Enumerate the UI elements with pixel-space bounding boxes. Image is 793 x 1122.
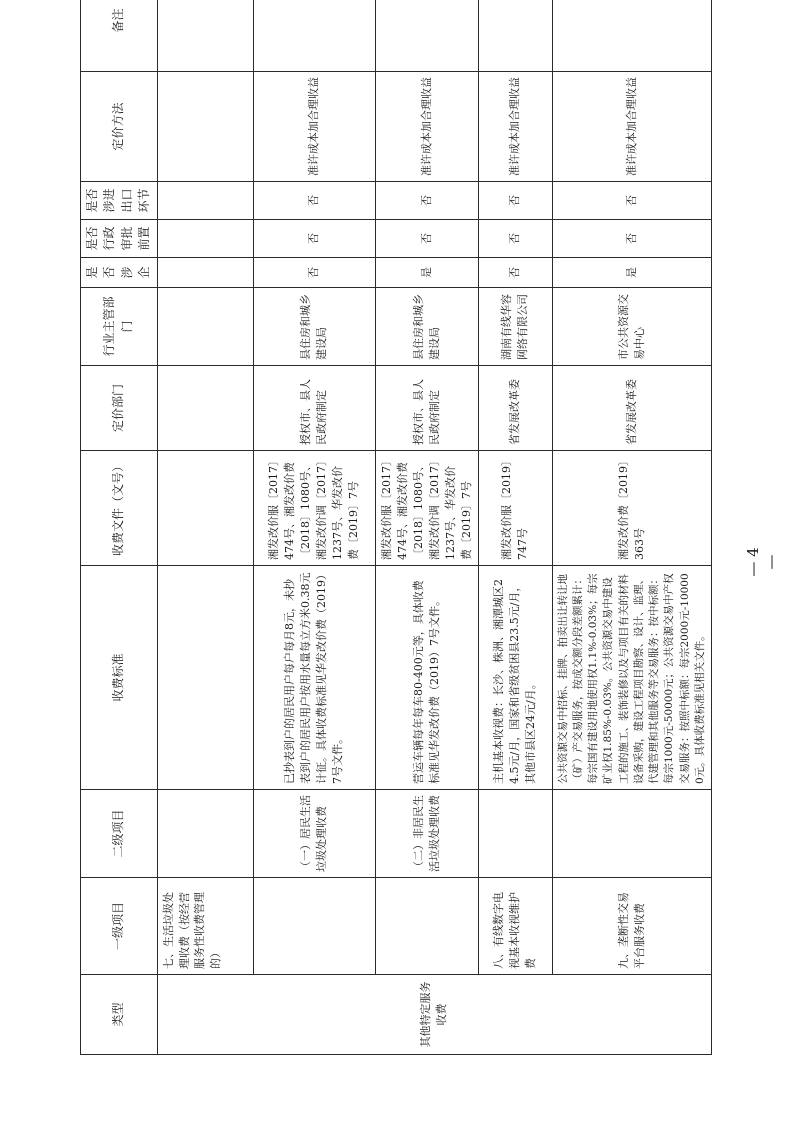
fee-table-rotated (80, 8, 712, 1055)
header-level1: 一级项目 (81, 878, 158, 975)
enterprise-cell: 否 (253, 258, 375, 288)
standard-cell: 已抄表到户的居民用户每户每月8元，未抄表到户的居民用户按用水量每立方米0.38元计征。具体收费标准见华发改价费（2019）7号文件。 (253, 566, 375, 790)
import-export-cell: 否 (478, 182, 552, 220)
method-cell: 准许成本加合理收益 (552, 72, 711, 182)
table-row (157, 0, 253, 1055)
import-export-cell (157, 182, 253, 220)
level2-cell: （二）非居民生活垃圾处理收费 (375, 790, 478, 878)
level2-cell: （一）居民生活垃圾处理收费 (253, 790, 375, 878)
enterprise-cell: 是 (375, 258, 478, 288)
import-export-cell: 否 (375, 182, 478, 220)
dept-cell: 省发展改革委 (552, 366, 711, 451)
approval-cell (157, 220, 253, 258)
standard-cell: 营运车辆每年每车80-400元等，具体收费标准见华发改价费（2019）7号文件。 (375, 566, 478, 790)
method-cell: 准许成本加合理收益 (478, 72, 552, 182)
level1-cell: 八、有线数字电视基本收视维护费 (478, 878, 552, 975)
dept-cell (157, 366, 253, 451)
doc-cell: 湘发改价服〔2017〕474号、湘发改价费〔2018〕1080号、湘发改价调〔2017〕1237号、华发改价费〔2019〕7号 (375, 451, 478, 566)
header-enterprise: 是否涉企 (81, 258, 158, 288)
standard-cell: 主机基本收视费：长沙、株洲、湘潭城区24.5元/月，国家和省级贫困县23.5元/月，其他市县区24元/月。 (478, 566, 552, 790)
doc-cell (157, 451, 253, 566)
method-cell (157, 72, 253, 182)
header-type: 类型 (81, 975, 158, 1055)
header-dept: 定价部门 (81, 366, 158, 451)
table-row (253, 0, 375, 1055)
approval-cell: 否 (478, 220, 552, 258)
level2-cell (552, 790, 711, 878)
header-industry: 行业主管部门 (81, 288, 158, 366)
header-standard: 收费标准 (81, 566, 158, 790)
remark-cell (478, 0, 552, 72)
industry-cell (157, 288, 253, 366)
header-doc: 收费文件（文号） (81, 451, 158, 566)
level1-cell (253, 878, 375, 975)
dept-cell: 省发展改革委 (478, 366, 552, 451)
level2-cell (157, 790, 253, 878)
level2-cell (478, 790, 552, 878)
table-row (375, 0, 478, 1055)
approval-cell: 否 (375, 220, 478, 258)
enterprise-cell: 否 (478, 258, 552, 288)
enterprise-cell: 是 (552, 258, 711, 288)
doc-cell: 湘发改价服〔2017〕474号、湘发改价费〔2018〕1080号、湘发改价调〔2017〕1237号、华发改价费〔2019〕7号 (253, 451, 375, 566)
enterprise-cell (157, 258, 253, 288)
import-export-cell: 否 (552, 182, 711, 220)
standard-cell (157, 566, 253, 790)
level1-cell (375, 878, 478, 975)
remark-cell (157, 0, 253, 72)
industry-cell: 县住房和城乡建设局 (253, 288, 375, 366)
dept-cell: 授权市、县人民政府制定 (253, 366, 375, 451)
level1-cell: 九、垄断性交易平台服务收费 (552, 878, 711, 975)
level1-cell: 七、生活垃圾处理收费（按经营服务性收费管理的） (157, 878, 253, 975)
page-number: — 4 — (744, 547, 780, 577)
header-import-export: 是否涉进出口环节 (81, 182, 158, 220)
header-remark: 备注 (81, 0, 158, 72)
method-cell: 准许成本加合理收益 (375, 72, 478, 182)
approval-cell: 否 (253, 220, 375, 258)
industry-cell: 县住房和城乡建设局 (375, 288, 478, 366)
industry-cell: 市公共资源交易中心 (552, 288, 711, 366)
table-row (478, 0, 552, 1055)
table-header-row (81, 0, 158, 1055)
table-row (552, 0, 711, 1055)
remark-cell (552, 0, 711, 72)
dept-cell: 授权市、县人民政府制定 (375, 366, 478, 451)
doc-cell: 湘发改价服〔2019〕747号 (478, 451, 552, 566)
industry-cell: 湖南有线华容网络有限公司 (478, 288, 552, 366)
header-approval: 是否行政审批前置 (81, 220, 158, 258)
approval-cell: 否 (552, 220, 711, 258)
category-cell: 其他特定服务收费 (157, 975, 711, 1055)
header-level2: 二级项目 (81, 790, 158, 878)
header-method: 定价方法 (81, 72, 158, 182)
doc-cell: 湘发改价费〔2019〕363号 (552, 451, 711, 566)
method-cell: 准许成本加合理收益 (253, 72, 375, 182)
remark-cell (253, 0, 375, 72)
standard-cell: 公共资源交易中招标、挂牌、拍卖出让转让地（矿）产交易服务，按成交额分段差额累计：每宗国有建设用地使用权1.1%-0.03%；每宗矿业权1.85%-0.03%。公共资源交易中建设工程的施工、装饰装修以及与项目有关的材料设备采购，建设工程项目勘察、设计、监理、代建管理和其他服务等交易服务：按中标额：每宗1000元-50000元；公共资源交易中产权交易服务：按照中标额：每宗2000元-100000元。具体收费标准见相关文件。 (552, 566, 711, 790)
fee-table (80, 0, 712, 1055)
remark-cell (375, 0, 478, 72)
import-export-cell: 否 (253, 182, 375, 220)
